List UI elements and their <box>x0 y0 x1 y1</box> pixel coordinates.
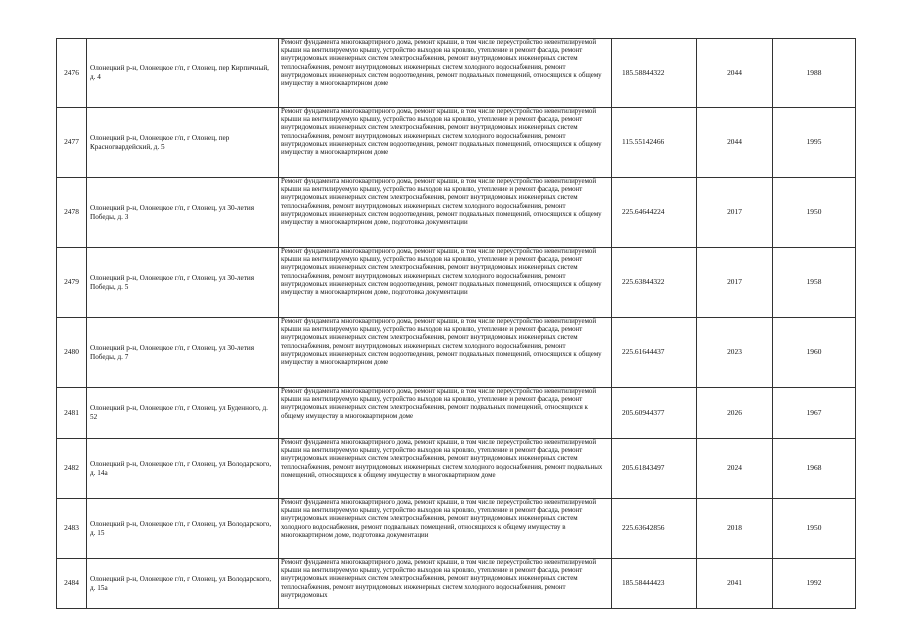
cost-cell: 185.58444423 <box>612 559 697 609</box>
row-number: 2478 <box>57 178 87 248</box>
address-cell: Олонецкий р-н, Олонецкое г/п, г Олонец, ул 30-летия Победы, д. 3 <box>87 178 279 248</box>
table-row <box>57 39 856 108</box>
row-number: 2482 <box>57 439 87 499</box>
planned-year-cell: 2023 <box>697 318 773 388</box>
built-year-cell: 1950 <box>773 499 856 559</box>
address-cell: Олонецкий р-н, Олонецкое г/п, г Олонец, ул Володарского, д. 14а <box>87 439 279 499</box>
built-year-cell: 1958 <box>773 248 856 318</box>
works-cell: Ремонт фундамента многоквартирного дома, ремонт крыши, в том числе переустройство невентилируемой крыши на вентилируемую крышу, устройство выходов на кровлю, утепление и ремонт фасада, ремонт внутридомовых инженерных систем электроснабжения, ремонт внутридомовых инженерных систем теплоснабжения, ремонт внутридомовых инженерных систем холодного водоснабжения, ремонт внутридомовых <box>279 559 612 609</box>
address-cell: Олонецкий р-н, Олонецкое г/п, г Олонец, ул 30-летия Победы, д. 7 <box>87 318 279 388</box>
row-number: 2481 <box>57 388 87 439</box>
planned-year-cell: 2044 <box>697 39 773 108</box>
table-row <box>57 318 856 388</box>
cost-cell: 225.61644437 <box>612 318 697 388</box>
built-year-cell: 1992 <box>773 559 856 609</box>
works-cell: Ремонт фундамента многоквартирного дома, ремонт крыши, в том числе переустройство невентилируемой крыши на вентилируемую крышу, устройство выходов на кровлю, утепление и ремонт фасада, ремонт внутридомовых инженерных систем электроснабжения, ремонт внутридомовых инженерных систем теплоснабжения, ремонт внутридомовых инженерных систем холодного водоснабжения, ремонт внутридомовых инженерных систем водоотведения, ремонт подвальных помещений, относящихся к общему имуществу в многоквартирном доме <box>279 108 612 178</box>
row-number: 2476 <box>57 39 87 108</box>
row-number: 2483 <box>57 499 87 559</box>
built-year-cell: 1967 <box>773 388 856 439</box>
works-cell: Ремонт фундамента многоквартирного дома, ремонт крыши, в том числе переустройство невентилируемой крыши на вентилируемую крышу, устройство выходов на кровлю, утепление и ремонт фасада, ремонт внутридомовых инженерных систем электроснабжения, ремонт внутридомовых инженерных систем холодного водоснабжения, ремонт подвальных помещений, относящихся к общему имуществу в многоквартирном доме, подготовка документации <box>279 499 612 559</box>
address-cell: Олонецкий р-н, Олонецкое г/п, г Олонец, ул 30-летия Победы, д. 5 <box>87 248 279 318</box>
planned-year-cell: 2026 <box>697 388 773 439</box>
row-number: 2480 <box>57 318 87 388</box>
built-year-cell: 1950 <box>773 178 856 248</box>
cost-cell: 205.61843497 <box>612 439 697 499</box>
document-page <box>56 38 855 609</box>
planned-year-cell: 2024 <box>697 439 773 499</box>
planned-year-cell: 2017 <box>697 178 773 248</box>
row-number: 2477 <box>57 108 87 178</box>
table-row <box>57 178 856 248</box>
works-cell: Ремонт фундамента многоквартирного дома, ремонт крыши, в том числе переустройство невентилируемой крыши на вентилируемую крышу, устройство выходов на кровлю, утепление и ремонт фасада, ремонт внутридомовых инженерных систем электроснабжения, ремонт подвальных помещений, относящихся к общему имуществу в многоквартирном доме <box>279 388 612 439</box>
table-row <box>57 499 856 559</box>
cost-cell: 225.63642856 <box>612 499 697 559</box>
row-number: 2479 <box>57 248 87 318</box>
table-row <box>57 108 856 178</box>
table-row <box>57 439 856 499</box>
works-cell: Ремонт фундамента многоквартирного дома, ремонт крыши, в том числе переустройство невентилируемой крыши на вентилируемую крышу, устройство выходов на кровлю, утепление и ремонт фасада, ремонт внутридомовых инженерных систем электроснабжения, ремонт внутридомовых инженерных систем теплоснабжения, ремонт внутридомовых инженерных систем холодного водоснабжения, ремонт внутридомовых инженерных систем водоотведения, ремонт подвальных помещений, относящихся к общему имуществу в многоквартирном доме <box>279 318 612 388</box>
works-cell: Ремонт фундамента многоквартирного дома, ремонт крыши, в том числе переустройство невентилируемой крыши на вентилируемую крышу, устройство выходов на кровлю, утепление и ремонт фасада, ремонт внутридомовых инженерных систем электроснабжения, ремонт внутридомовых инженерных систем теплоснабжения, ремонт внутридомовых инженерных систем холодного водоснабжения, ремонт подвальных помещений, относящихся к общему имуществу в многоквартирном доме <box>279 439 612 499</box>
table-row <box>57 248 856 318</box>
planned-year-cell: 2017 <box>697 248 773 318</box>
built-year-cell: 1988 <box>773 39 856 108</box>
works-cell: Ремонт фундамента многоквартирного дома, ремонт крыши, в том числе переустройство невентилируемой крыши на вентилируемую крышу, устройство выходов на кровлю, утепление и ремонт фасада, ремонт внутридомовых инженерных систем электроснабжения, ремонт внутридомовых инженерных систем теплоснабжения, ремонт внутридомовых инженерных систем холодного водоснабжения, ремонт внутридомовых инженерных систем водоотведения, ремонт подвальных помещений, относящихся к общему имуществу в многоквартирном доме, подготовка документации <box>279 248 612 318</box>
planned-year-cell: 2044 <box>697 108 773 178</box>
table-row <box>57 388 856 439</box>
built-year-cell: 1960 <box>773 318 856 388</box>
cost-cell: 185.58844322 <box>612 39 697 108</box>
cost-cell: 225.64644224 <box>612 178 697 248</box>
cost-cell: 205.60944377 <box>612 388 697 439</box>
repair-program-table <box>56 38 856 609</box>
planned-year-cell: 2041 <box>697 559 773 609</box>
cost-cell: 115.55142466 <box>612 108 697 178</box>
address-cell: Олонецкий р-н, Олонецкое г/п, г Олонец, пер Красногвардейский, д. 5 <box>87 108 279 178</box>
row-number: 2484 <box>57 559 87 609</box>
built-year-cell: 1968 <box>773 439 856 499</box>
address-cell: Олонецкий р-н, Олонецкое г/п, г Олонец, ул Володарского, д. 15а <box>87 559 279 609</box>
built-year-cell: 1995 <box>773 108 856 178</box>
address-cell: Олонецкий р-н, Олонецкое г/п, г Олонец, ул Буденного, д. 52 <box>87 388 279 439</box>
planned-year-cell: 2018 <box>697 499 773 559</box>
table-row <box>57 559 856 609</box>
works-cell: Ремонт фундамента многоквартирного дома, ремонт крыши, в том числе переустройство невентилируемой крыши на вентилируемую крышу, устройство выходов на кровлю, утепление и ремонт фасада, ремонт внутридомовых инженерных систем электроснабжения, ремонт внутридомовых инженерных систем теплоснабжения, ремонт внутридомовых инженерных систем холодного водоснабжения, ремонт внутридомовых инженерных систем водоотведения, ремонт подвальных помещений, относящихся к общему имуществу в многоквартирном доме <box>279 39 612 108</box>
works-cell: Ремонт фундамента многоквартирного дома, ремонт крыши, в том числе переустройство невентилируемой крыши на вентилируемую крышу, устройство выходов на кровлю, утепление и ремонт фасада, ремонт внутридомовых инженерных систем электроснабжения, ремонт внутридомовых инженерных систем теплоснабжения, ремонт внутридомовых инженерных систем холодного водоснабжения, ремонт внутридомовых инженерных систем водоотведения, ремонт подвальных помещений, относящихся к общему имуществу в многоквартирном доме, подготовка документации <box>279 178 612 248</box>
cost-cell: 225.63844322 <box>612 248 697 318</box>
address-cell: Олонецкий р-н, Олонецкое г/п, г Олонец, ул Володарского, д. 15 <box>87 499 279 559</box>
address-cell: Олонецкий р-н, Олонецкое г/п, г Олонец, пер Кирпичный, д. 4 <box>87 39 279 108</box>
